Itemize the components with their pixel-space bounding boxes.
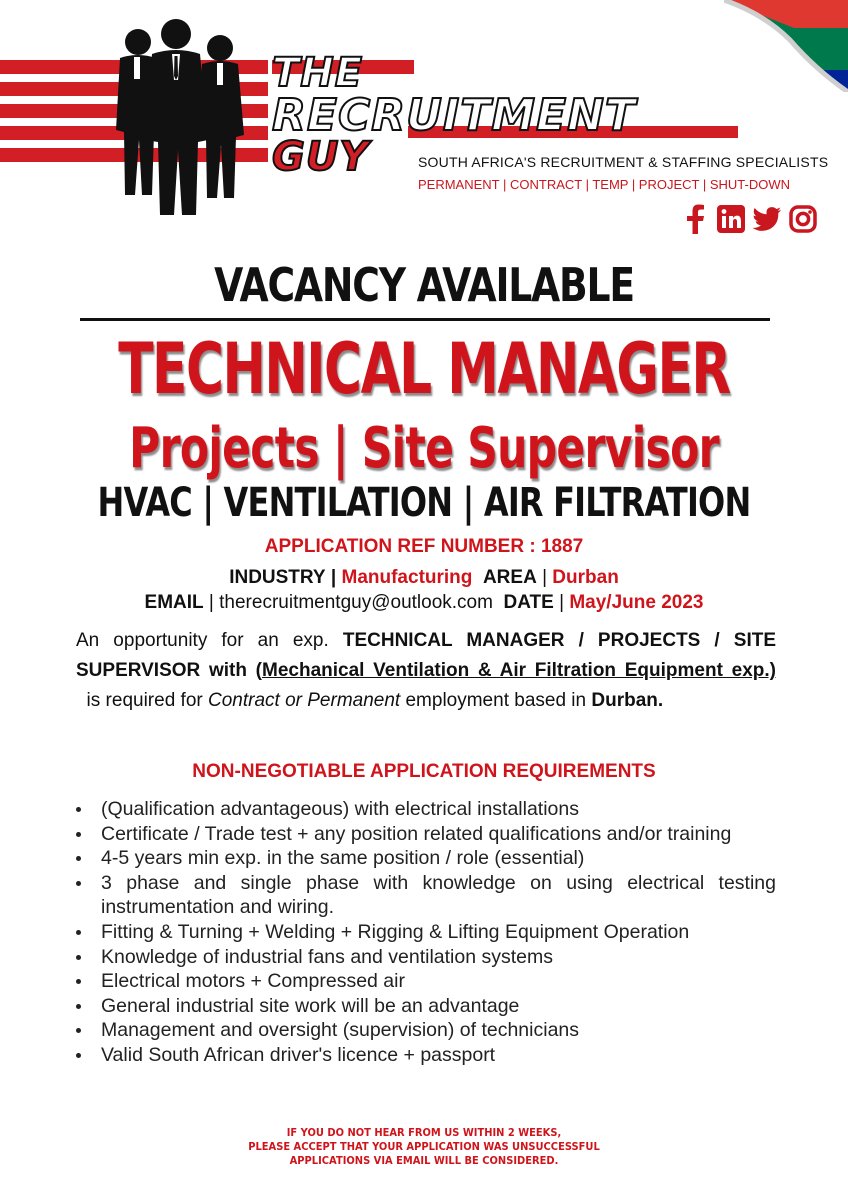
bullet-icon (76, 807, 81, 812)
list-item (74, 969, 776, 994)
bullet-icon (76, 856, 81, 861)
requirement-text: Electrical motors + Compressed air (101, 970, 405, 993)
requirement-text: Management and oversight (supervision) of technicians (101, 1019, 580, 1042)
vacancy-heading: VACANCY AVAILABLE (214, 258, 634, 312)
list-item (74, 797, 776, 822)
separator: | (559, 592, 565, 613)
tagline: SOUTH AFRICA'S RECRUITMENT & STAFFING SPECIALISTS (418, 154, 829, 170)
industry-label: INDUSTRY (229, 567, 326, 588)
instagram-icon[interactable] (788, 204, 818, 234)
bullet-icon (76, 1028, 81, 1033)
email-label: EMAIL (144, 592, 204, 613)
requirement-text: 4-5 years min exp. in the same position / role (essential) (101, 847, 585, 870)
list-item (74, 994, 776, 1019)
logo-recruitment: RECRUITMENT (272, 90, 636, 141)
job-sector: HVAC | VENTILATION | AIR FILTRATION (97, 480, 751, 526)
intro-paragraph (76, 626, 776, 716)
intro-employment: Contract or Permanent (208, 690, 401, 711)
date-label: DATE (503, 592, 554, 613)
email-value[interactable]: therecruitmentguy@outlook.com (219, 592, 493, 613)
list-item (74, 871, 776, 920)
bullet-icon (76, 930, 81, 935)
footer-notice (42, 1126, 805, 1168)
requirement-text: Knowledge of industrial fans and ventilation systems (101, 945, 554, 968)
bullet-icon (76, 1053, 81, 1058)
footer-line: IF YOU DO NOT HEAR FROM US WITHIN 2 WEEKS, (286, 1126, 562, 1139)
footer-line: PLEASE ACCEPT THAT YOUR APPLICATION WAS UNSUCCESSFUL (248, 1140, 600, 1153)
south-africa-flag-icon (724, 0, 848, 92)
requirements-heading: NON-NEGOTIABLE APPLICATION REQUIREMENTS (192, 761, 656, 782)
linkedin-icon[interactable] (716, 204, 746, 234)
intro-role: TECHNICAL MANAGER / PROJECTS / SITE SUPERVISOR with (76, 630, 776, 681)
bullet-icon (76, 979, 81, 984)
social-links (680, 204, 818, 234)
intro-text: is required for (76, 690, 208, 711)
bullet-icon (76, 832, 81, 837)
list-item (74, 945, 776, 970)
requirement-text: 3 phase and single phase with knowledge on using electrical testing instrumentation and wiring. (101, 871, 776, 919)
area-value: Durban (552, 567, 619, 588)
job-subtitle: Projects | Site Supervisor (129, 416, 719, 481)
list-item (74, 920, 776, 945)
bullet-icon (76, 881, 81, 886)
industry-value: Manufacturing (341, 567, 473, 588)
requirement-text: General industrial site work will be an advantage (101, 994, 520, 1017)
list-item (74, 1043, 776, 1068)
businessmen-silhouette-icon (108, 10, 268, 225)
application-ref: APPLICATION REF NUMBER : 1887 (264, 536, 584, 557)
email-date-line (0, 592, 848, 614)
facebook-icon[interactable] (680, 204, 710, 234)
intro-experience: Mechanical Ventilation & Air Filtration Equipment exp.) (262, 660, 776, 681)
footer-line: APPLICATIONS VIA EMAIL WILL BE CONSIDERED. (289, 1154, 559, 1167)
requirement-text: Certificate / Trade test + any position related qualifications and/or training (101, 822, 732, 845)
requirement-text: Valid South African driver's licence + passport (101, 1043, 496, 1066)
date-value: May/June 2023 (569, 592, 704, 613)
requirement-text: (Qualification advantageous) with electrical installations (101, 798, 579, 820)
bullet-icon (76, 1004, 81, 1009)
heading-divider (80, 318, 770, 321)
job-title: TECHNICAL MANAGER (118, 328, 730, 410)
requirement-text: Fitting & Turning + Welding + Rigging & Lifting Equipment Operation (101, 920, 690, 943)
separator: | (542, 567, 548, 588)
logo-guy: GUY (272, 134, 370, 180)
intro-text: employment based in (400, 690, 592, 711)
intro-paren: ( (255, 660, 262, 681)
bullet-icon (76, 955, 81, 960)
services-list: PERMANENT | CONTRACT | TEMP | PROJECT | SHUT-DOWN (418, 177, 791, 192)
list-item (74, 1018, 776, 1043)
list-item (74, 822, 776, 847)
twitter-icon[interactable] (752, 204, 782, 234)
separator: | (330, 567, 337, 588)
area-label: AREA (482, 567, 537, 588)
industry-area-line (0, 567, 848, 589)
requirements-list (74, 797, 776, 1068)
separator: | (208, 592, 214, 613)
intro-text: An opportunity for an exp. (76, 630, 343, 651)
list-item (74, 846, 776, 871)
intro-city: Durban. (591, 690, 664, 711)
logo-the: THE (272, 50, 364, 96)
